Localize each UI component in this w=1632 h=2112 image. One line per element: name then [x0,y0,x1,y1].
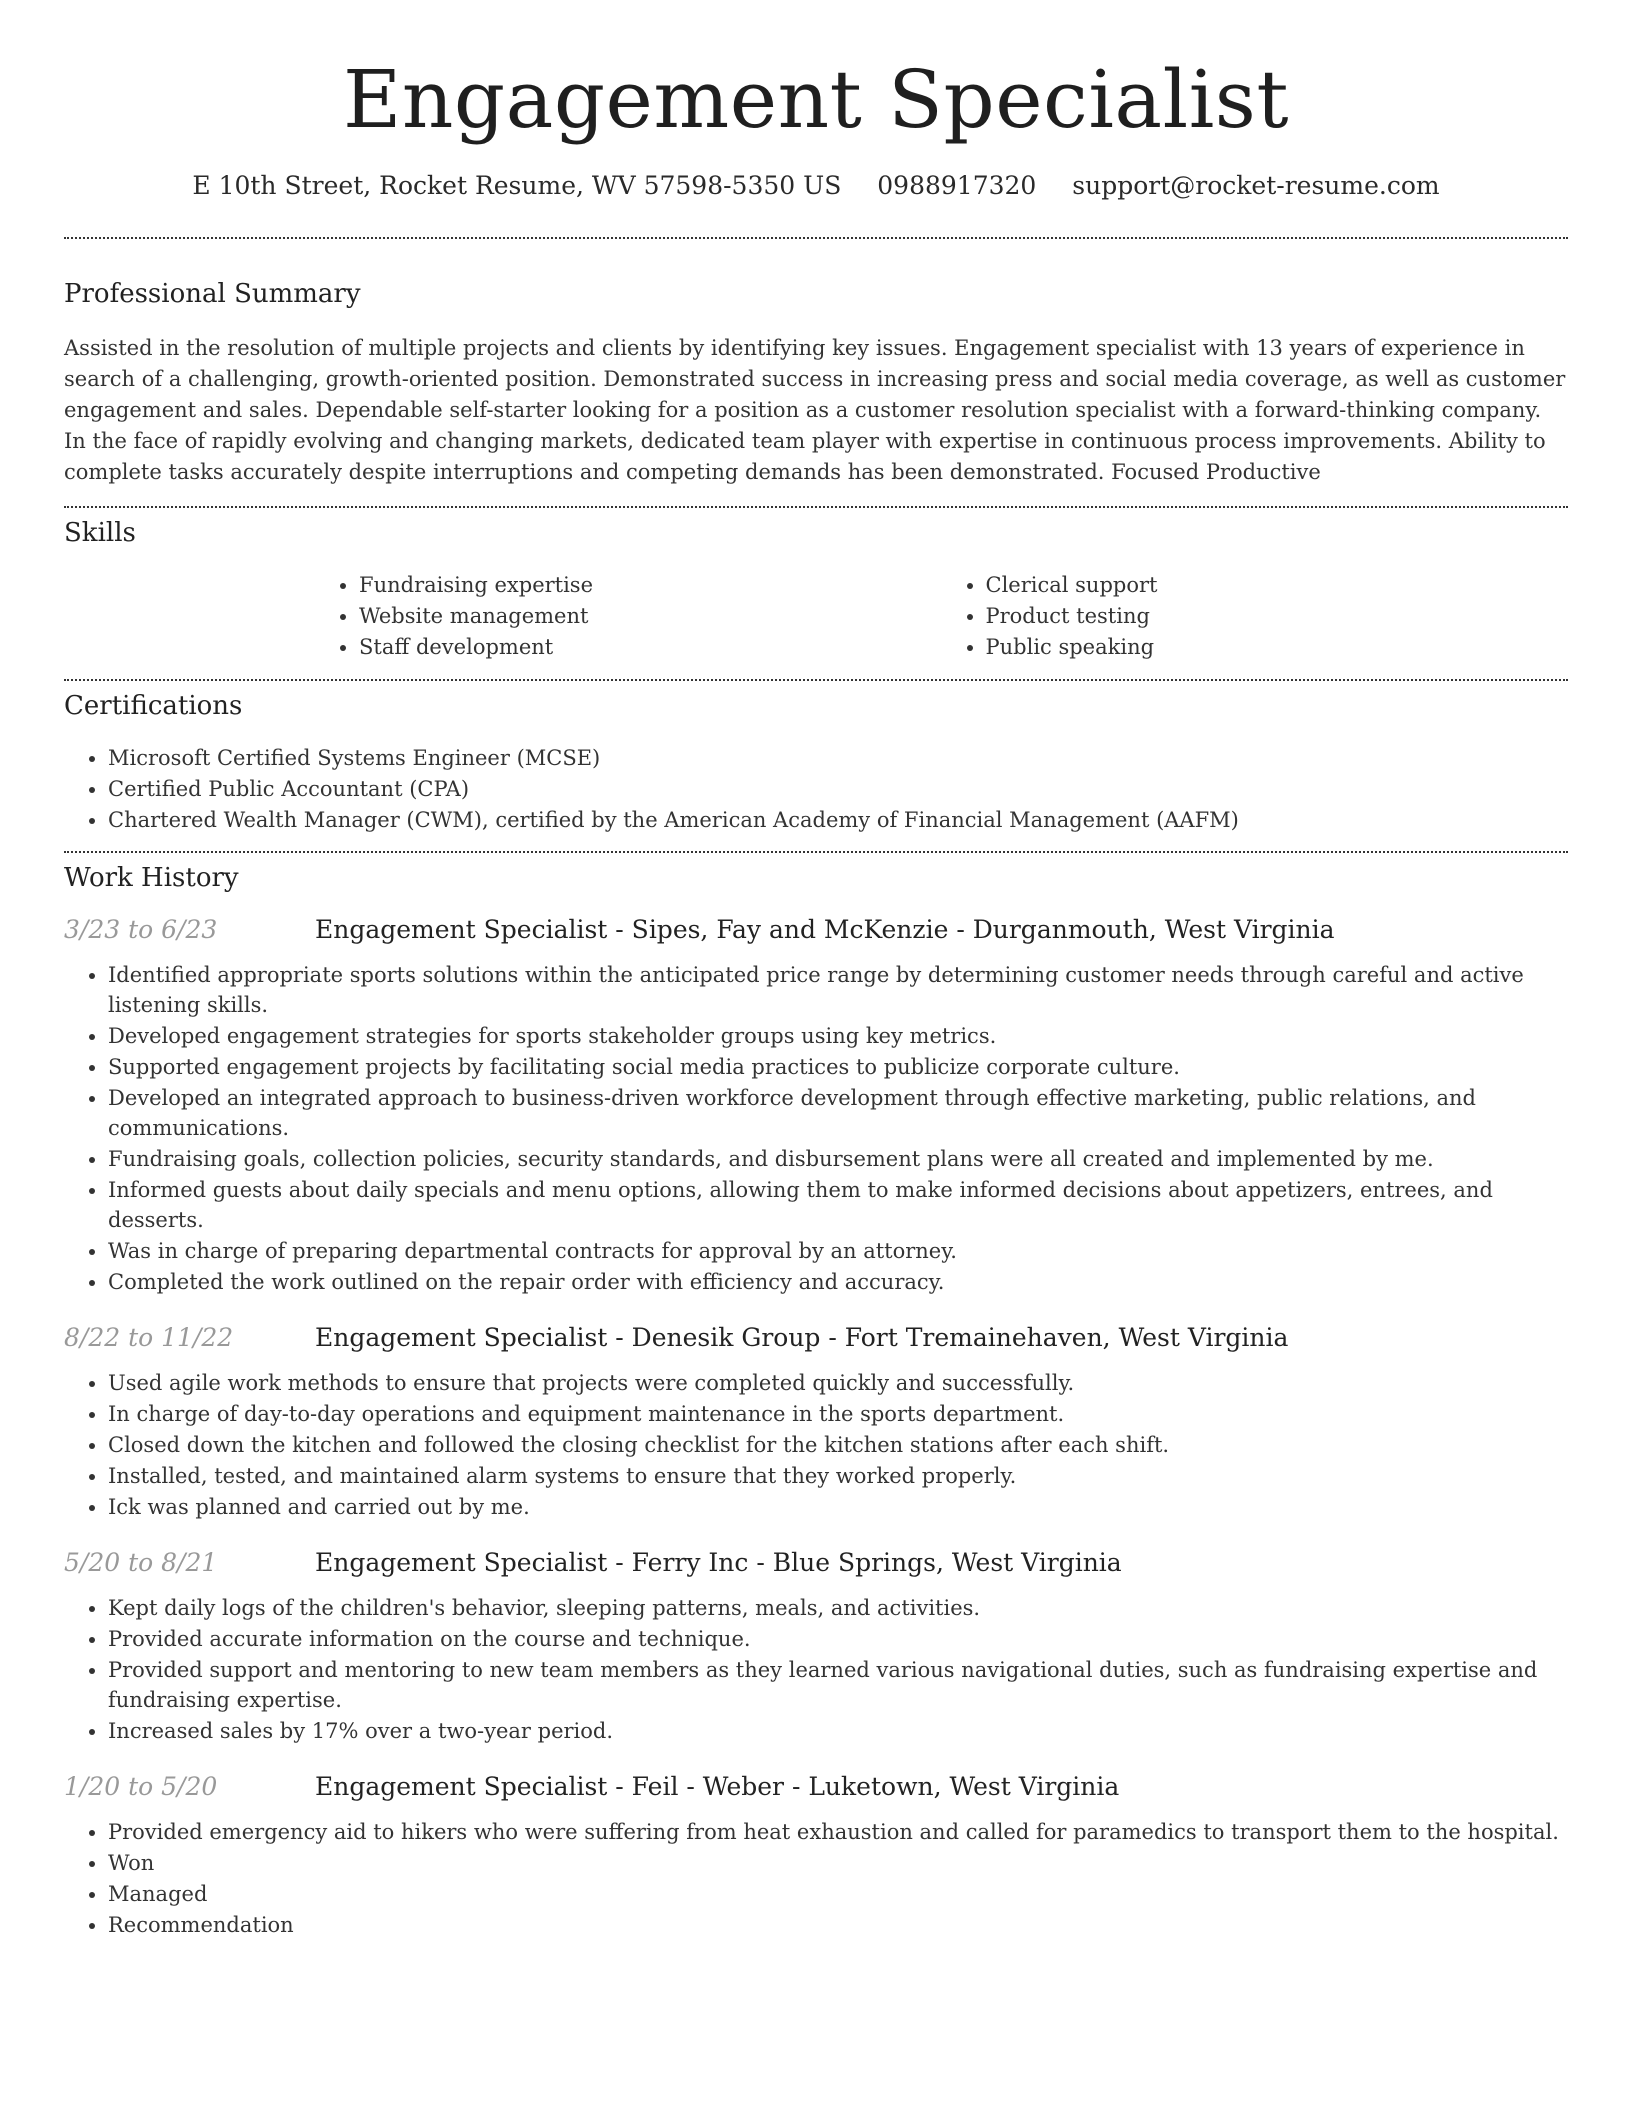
job-header [64,1772,1568,1801]
job-title: Engagement Specialist - Feil - Weber - Luketown, West Virginia [315,1772,1120,1801]
job-entry [64,915,1568,1297]
skill-item: • Website management [359,601,942,631]
job-header [64,1323,1568,1352]
job-date: 1/20 to 5/20 [64,1772,218,1801]
job-bullet: • Won [108,1848,1568,1878]
job-date: 8/22 to 11/22 [64,1323,234,1352]
job-bullet: • Recommendation [108,1910,1568,1940]
skills-list-right [942,570,1569,663]
skill-item: • Fundraising expertise [359,570,942,600]
job-bullet: • Kept daily logs of the children's behavior, sleeping patterns, meals, and activities. [108,1593,1568,1623]
job-bullets [64,1593,1568,1746]
contact-phone: 0988917320 [877,171,1037,200]
contact-email: support@rocket-resume.com [1072,171,1440,200]
job-date: 5/20 to 8/21 [64,1548,218,1577]
job-bullets [64,960,1568,1297]
job-bullet: • In charge of day-to-day operations and equipment maintenance in the sports department. [108,1399,1568,1429]
skills-section [64,508,1568,663]
job-bullet: • Developed an integrated approach to business-driven workforce development through effective marketing, public relations, and communications. [108,1083,1568,1143]
job-title: Engagement Specialist - Ferry Inc - Blue Springs, West Virginia [315,1548,1122,1577]
certification-item: • Microsoft Certified Systems Engineer (MCSE) [108,743,1568,773]
certifications-title: Certifications [64,691,243,721]
summary-section [64,239,1568,488]
job-bullet: • Completed the work outlined on the repair order with efficiency and accuracy. [108,1267,1568,1297]
job-bullet: • Supported engagement projects by facilitating social media practices to publicize corporate culture. [108,1052,1568,1082]
skill-item: • Staff development [359,632,942,662]
summary-text: Assisted in the resolution of multiple projects and clients by identifying key issues. Engagement specialist with 13 years of experience in search of a challenging, growth-oriented position. Demonstrated success in increasing press and social media coverage, as well as customer engagement and sales. Dependable self-starter looking for a position as a customer resolution specialist with a forward-thinking company. In the face of rapidly evolving and changing markets, dedicated team player with expertise in continuous process improvements. Ability to complete tasks accurately despite interruptions and competing demands has been demonstrated. Focused Productive [64,336,1566,484]
skills-grid [315,570,1568,663]
certification-item: • Chartered Wealth Manager (CWM), certified by the American Academy of Financial Management (AAFM) [108,805,1568,835]
job-date: 3/23 to 6/23 [64,915,218,944]
job-bullet: • Provided support and mentoring to new team members as they learned various navigational duties, such as fundraising expertise and fundraising expertise. [108,1655,1568,1715]
skills-list-left [315,570,942,663]
certification-item: • Certified Public Accountant (CPA) [108,774,1568,804]
job-bullet: • Identified appropriate sports solutions within the anticipated price range by determining customer needs through careful and active listening skills. [108,960,1568,1020]
job-entry [64,1772,1568,1940]
skill-item: • Clerical support [986,570,1569,600]
job-bullet: • Developed engagement strategies for sports stakeholder groups using key metrics. [108,1021,1568,1051]
job-bullet: • Increased sales by 17% over a two-year period. [108,1716,1568,1746]
job-bullet: • Was in charge of preparing departmental contracts for approval by an attorney. [108,1236,1568,1266]
job-bullets [64,1817,1568,1940]
skill-item: • Product testing [986,601,1569,631]
contact-address: E 10th Street, Rocket Resume, WV 57598-5350 US [192,171,842,200]
job-bullet: • Managed [108,1879,1568,1909]
job-entry [64,1548,1568,1746]
job-header [64,915,1568,944]
certifications-section [64,681,1568,835]
candidate-name: Engagement Specialist [342,53,1289,146]
skill-item: • Public speaking [986,632,1569,662]
job-title: Engagement Specialist - Denesik Group - Fort Tremainehaven, West Virginia [315,1323,1289,1352]
work-history-title: Work History [64,863,239,893]
job-bullet: • Provided accurate information on the course and technique. [108,1624,1568,1654]
job-bullet: • Informed guests about daily specials and menu options, allowing them to make informed decisions about appetizers, entrees, and desserts. [108,1175,1568,1235]
job-title: Engagement Specialist - Sipes, Fay and McKenzie - Durganmouth, West Virginia [315,915,1335,944]
work-history-section [64,853,1568,1940]
contact-line [64,170,1568,202]
job-bullets [64,1368,1568,1522]
job-bullet: • Installed, tested, and maintained alarm systems to ensure that they worked properly. [108,1461,1568,1491]
job-entry [64,1323,1568,1522]
job-bullet: • Closed down the kitchen and followed the closing checklist for the kitchen stations after each shift. [108,1430,1568,1460]
jobs-list [64,915,1568,1940]
job-bullet: • Provided emergency aid to hikers who were suffering from heat exhaustion and called for paramedics to transport them to the hospital. [108,1817,1568,1847]
skills-title: Skills [64,518,136,548]
job-bullet: • Ick was planned and carried out by me. [108,1492,1568,1522]
summary-title: Professional Summary [64,279,361,309]
resume-header [64,0,1568,202]
job-bullet: • Fundraising goals, collection policies, security standards, and disbursement plans were all created and implemented by me. [108,1144,1568,1174]
certifications-list [64,743,1568,835]
job-header [64,1548,1568,1577]
job-bullet: • Used agile work methods to ensure that projects were completed quickly and successfully. [108,1368,1568,1398]
